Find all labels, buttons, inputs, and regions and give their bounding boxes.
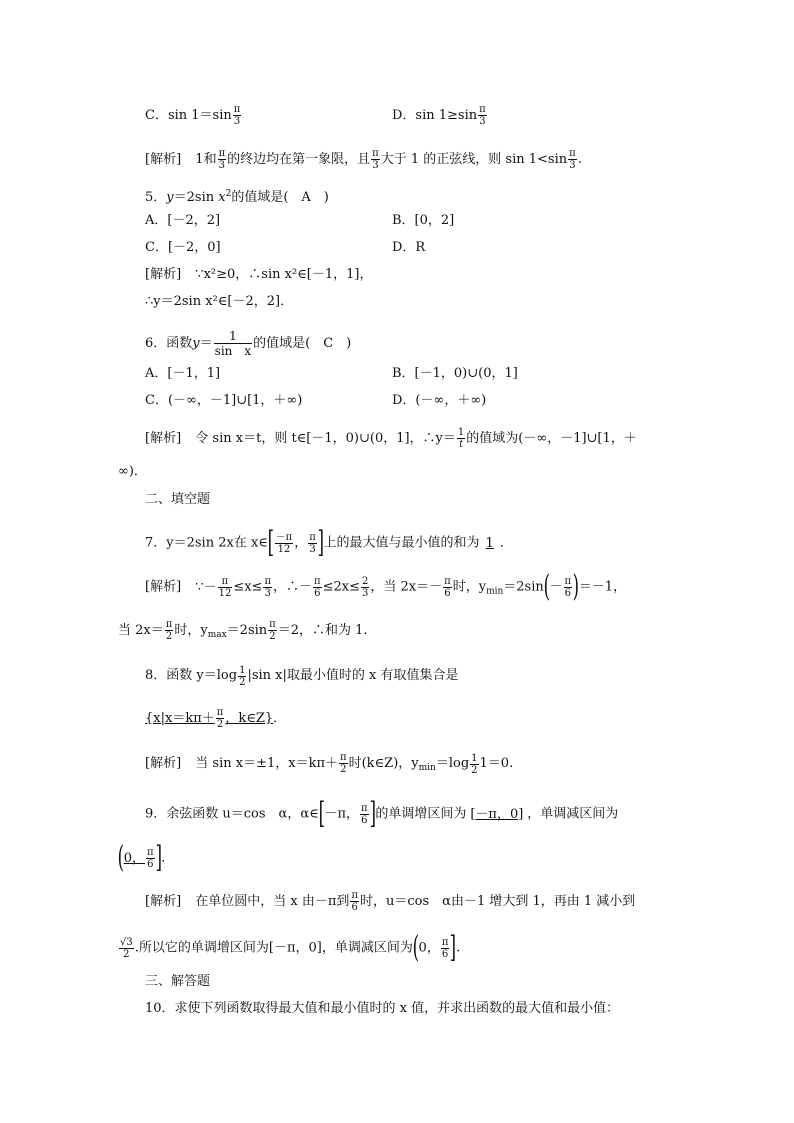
frac-pi-12 — [218, 576, 233, 599]
frac-den: 3 — [372, 160, 379, 171]
subscript-min: min — [486, 586, 504, 597]
frac-num: 1 — [471, 753, 478, 764]
q4-ana-c: 大于 1 的正弦线，则 sin 1<sin — [380, 152, 568, 167]
frac-num: π — [165, 619, 173, 630]
q5-option-a: A．[－2，2] — [145, 213, 221, 228]
q7-l2-a: 当 2x＝ — [118, 623, 164, 638]
q7-ana-c: ，∴－ — [273, 579, 313, 595]
q5-option-d: D．R — [392, 240, 426, 255]
log-base-half — [238, 665, 246, 688]
frac-num: 1 — [239, 665, 246, 676]
frac-num: π — [269, 619, 276, 630]
q7-answer: 1 — [485, 535, 494, 551]
frac-pi-2 — [339, 752, 348, 775]
q7-ana-b: ≤x≤ — [233, 579, 263, 595]
frac-pi-6 — [564, 576, 573, 599]
left-paren: ( — [543, 569, 550, 604]
q5-c: 的值域是( A ) — [231, 190, 329, 205]
frac-den: 2 — [239, 677, 246, 688]
q7-ana-a: ∵－ — [195, 579, 217, 595]
frac-den: 2 — [123, 948, 130, 960]
frac-pi-6 — [146, 847, 155, 870]
q7-ana-h: － — [549, 579, 563, 595]
q7-sep: ， — [294, 535, 308, 551]
q7-f1 — [275, 532, 294, 555]
frac-num: π — [309, 531, 316, 543]
q8-ans-a: {x|x＝kπ＋ — [145, 711, 215, 726]
section-answer-title: 三、解答题 — [145, 974, 211, 989]
q8-ana-b: 时(k∈Z)，y — [348, 756, 419, 771]
q6-analysis — [145, 427, 637, 450]
frac-den: 6 — [147, 858, 154, 870]
frac-num: π — [233, 104, 241, 115]
q9-l2-c: . — [456, 940, 461, 956]
q9-ans2-a: 0， — [123, 850, 145, 866]
q9-c: ，单调减区间为 — [527, 806, 619, 822]
q7-a: 7．y＝2sin 2x在 x∈ — [145, 535, 268, 551]
frac-den: 6 — [351, 902, 358, 913]
q9-answer-1: [－π，0] — [470, 806, 524, 822]
q5-option-c: C．[－2，0] — [145, 240, 221, 255]
q7-ana-e: ，当 2x＝－ — [370, 579, 443, 595]
pi-over-3-fraction — [478, 104, 487, 127]
right-bracket: ] — [317, 525, 324, 560]
q8-analysis — [145, 752, 513, 778]
frac-den: t — [459, 439, 464, 450]
subscript-max: max — [207, 630, 227, 640]
q7-l2-d: ＝2，∴和为 1. — [277, 623, 368, 638]
q5-option-b: B．[0，2] — [392, 213, 455, 228]
left-paren: ( — [117, 840, 125, 875]
q9-l2-b: 0， — [418, 940, 440, 956]
frac-sqrt3-2 — [119, 937, 134, 960]
q9-analysis-2 — [118, 930, 461, 965]
q5-b: ＝2sin — [173, 190, 215, 205]
q6-fraction — [214, 329, 253, 358]
pi-over-3-fraction — [218, 148, 227, 171]
frac-pi-6 — [443, 576, 452, 599]
frac-den: 3 — [479, 116, 486, 127]
left-paren: ( — [412, 930, 419, 965]
pi-over-3-fraction — [568, 148, 577, 171]
analysis-label: [解析] — [145, 756, 182, 771]
frac-den: 3 — [264, 587, 271, 599]
frac-den: 3 — [218, 160, 226, 171]
subscript-min: min — [418, 763, 436, 773]
q9-int-a: －π， — [324, 806, 360, 822]
q7-l2-b: 时，y — [174, 623, 208, 638]
right-bracket: ] — [369, 796, 376, 831]
q7-analysis-2 — [118, 619, 368, 645]
q6-y: y — [192, 336, 200, 351]
q5-analysis-2: ∴y＝2sin x²∈[－2，2]． — [145, 294, 294, 309]
right-paren: ) — [572, 569, 580, 604]
q8-ana-a: 当 sin x＝±1，x＝kπ＋ — [195, 756, 339, 771]
frac-num: π — [361, 802, 368, 814]
q7-f2 — [308, 532, 317, 555]
frac-num: π — [372, 148, 379, 159]
frac-num: π — [216, 707, 224, 718]
frac-num: π — [564, 575, 572, 587]
frac-num: π — [444, 575, 451, 587]
right-bracket: ] — [450, 930, 457, 965]
q6-eq: ＝ — [199, 336, 213, 351]
frac-den: 2 — [165, 631, 173, 642]
q8-ana-d: 1＝0. — [479, 756, 514, 771]
q7-ana-i: ＝－1， — [578, 579, 627, 595]
frac-num: π — [569, 148, 576, 159]
frac-num: 2 — [362, 575, 369, 587]
q4-ana-b: 的终边均在第一象限，且 — [227, 152, 371, 167]
frac-den: 6 — [441, 948, 449, 960]
q4-ana-d: . — [577, 152, 582, 167]
right-bracket: ] — [155, 840, 162, 875]
q8-answer — [145, 707, 286, 730]
frac-pi-6 — [441, 937, 450, 960]
left-bracket: [ — [267, 525, 275, 560]
frac-num: 1 — [457, 427, 465, 438]
q5-x: x — [218, 190, 226, 205]
frac-num: π — [441, 936, 449, 948]
frac-den: 3 — [362, 587, 369, 599]
q9-a: 9．余弦函数 u＝cos α，α∈ — [145, 806, 319, 822]
pi-over-3-fraction — [233, 104, 242, 127]
q9-b: 的单调增区间为 — [375, 806, 467, 822]
q4-option-d-text: D．sin 1≥sin — [392, 108, 478, 123]
one-over-t-fraction — [457, 427, 465, 450]
frac-den: 3 — [309, 543, 316, 555]
q9-ana-a: 在单位圆中，当 x 由－π到 — [195, 894, 350, 909]
q7-b: 上的最大值与最小值的和为 — [323, 535, 480, 551]
q6-option-a: A．[－1，1] — [145, 366, 221, 381]
q5-stem — [145, 184, 329, 208]
frac-num: π — [218, 576, 233, 588]
q8-ana-c: ＝log — [435, 756, 470, 771]
q9-stem-2 — [117, 840, 175, 875]
q6-ana-a: 令 sin x＝t，则 t∈[－1，0)∪(0，1]，∴y＝ — [195, 431, 456, 446]
frac-num: －π — [275, 531, 293, 543]
q5-ana1: ∵x²≥0，∴sin x²∈[－1，1]， — [195, 267, 373, 282]
q7-ana-f: 时，y — [452, 579, 487, 595]
frac-pi-6 — [313, 576, 322, 599]
q6-option-c: C．(－∞，－1]∪[1，＋∞) — [145, 393, 303, 408]
frac-den: sin x — [214, 344, 252, 358]
log-base-half — [470, 753, 478, 776]
frac-num: π — [218, 148, 226, 159]
q7-stem — [145, 525, 513, 560]
q9-stem — [145, 796, 619, 831]
frac-den: 2 — [269, 631, 276, 642]
left-bracket: [ — [318, 796, 325, 831]
frac-num: π — [351, 890, 359, 901]
q8-a: 8．函数 y＝log — [145, 668, 238, 683]
analysis-label: [解析] — [145, 431, 182, 446]
q4-analysis — [145, 148, 582, 171]
q5-square: 2 — [225, 189, 232, 199]
analysis-label: [解析] — [145, 579, 182, 595]
q8-stem — [145, 665, 458, 688]
frac-den: 6 — [564, 587, 571, 599]
q7-analysis-1 — [145, 569, 627, 604]
frac-pi-2 — [216, 707, 225, 730]
q8-answer-underlined — [145, 707, 274, 730]
frac-num: √3 — [120, 936, 133, 948]
frac-num: π — [314, 575, 321, 587]
frac-den: 6 — [444, 587, 451, 599]
frac-den: 2 — [471, 765, 478, 776]
analysis-label: [解析] — [145, 267, 182, 282]
q6-option-b: B．[－1，0)∪(0，1] — [392, 366, 518, 381]
frac-num: π — [264, 575, 272, 587]
frac-den: 6 — [361, 814, 368, 826]
frac-den: 12 — [218, 587, 232, 599]
q4-option-d — [392, 104, 488, 127]
q4-ana-a: 1和 — [195, 152, 217, 167]
frac-pi-3 — [263, 576, 272, 599]
frac-den: 2 — [216, 719, 224, 730]
q6-b: 的值域是( C ) — [253, 336, 352, 351]
q8-ans-c: ． — [273, 711, 287, 726]
frac-num: π — [340, 752, 347, 763]
frac-den: 12 — [277, 543, 291, 555]
q7-ana-g: ＝2sin — [503, 579, 544, 595]
section-fill-blank-title: 二、填空题 — [145, 492, 211, 507]
q9-l2-a: .所以它的单调增区间为[－π，0]，单调减区间为 — [134, 940, 413, 956]
pi-over-3-fraction — [371, 148, 380, 171]
frac-den: 6 — [314, 587, 321, 599]
q9-ana-b: 时，u＝cos α由－1 增大到 1，再由 1 减小到 — [360, 894, 636, 909]
q7-l2-c: ＝2sin — [226, 623, 268, 638]
q5-y: y — [166, 190, 174, 205]
frac-num: π — [147, 846, 154, 858]
q9-analysis-1 — [145, 890, 635, 913]
frac-den: 3 — [233, 116, 241, 127]
q4-option-c — [145, 104, 242, 127]
frac-pi-6 — [360, 803, 369, 826]
q5-analysis-1 — [145, 265, 372, 285]
frac-pi-2 — [165, 619, 174, 642]
q8-ans-b: ，k∈Z} — [225, 711, 274, 726]
q7-c: ． — [499, 535, 513, 551]
frac-num: π — [479, 104, 486, 115]
q6-analysis-2: ∞)． — [118, 464, 147, 479]
frac-den: 2 — [340, 764, 347, 775]
frac-num: 1 — [214, 329, 253, 344]
analysis-label: [解析] — [145, 152, 182, 167]
q7-ana-d: ≤2x≤ — [322, 579, 360, 595]
q6-stem — [145, 329, 351, 358]
q5-num: 5． — [145, 190, 167, 205]
frac-pi-2 — [268, 619, 277, 642]
q6-ana-b: 的值域为(－∞，－1]∪[1，＋ — [466, 431, 637, 446]
frac-den: 3 — [569, 160, 576, 171]
q9-answer-2 — [117, 840, 162, 875]
q4-option-c-text: C．sin 1＝sin — [145, 108, 232, 123]
frac-pi-6 — [350, 890, 359, 913]
q10-stem: 10．求使下列函数取得最大值和最小值时的 x 值，并求出函数的最大值和最小值： — [145, 1001, 620, 1016]
frac-2-3 — [361, 576, 369, 599]
q9-d: ． — [161, 850, 175, 866]
q6-a: 6．函数 — [145, 336, 193, 351]
q6-option-d: D．(－∞，＋∞) — [392, 393, 487, 408]
q8-b: |sin x|取最小值时的 x 有取值集合是 — [247, 668, 459, 683]
analysis-label: [解析] — [145, 894, 182, 909]
